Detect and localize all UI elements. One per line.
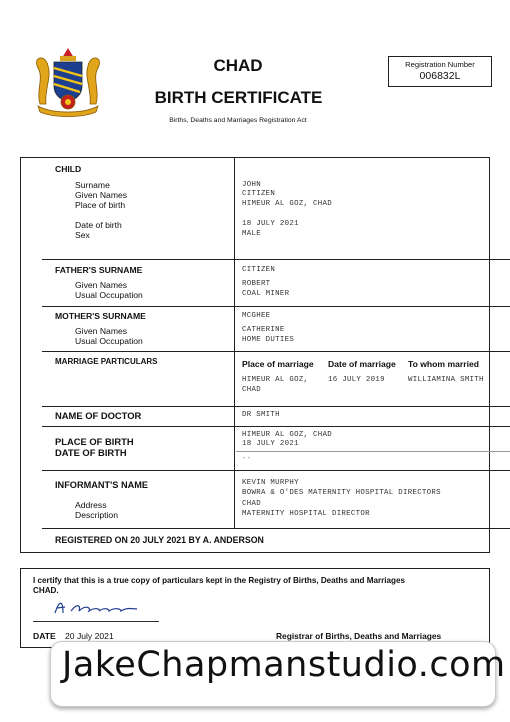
- informant-heading: INFORMANT'S NAME: [55, 480, 149, 490]
- registered-statement: REGISTERED ON 20 JULY 2021 BY A. ANDERSON: [55, 535, 264, 545]
- child-heading: CHILD: [55, 164, 82, 174]
- registrar-signature: [51, 597, 151, 619]
- child-date-of-birth-value: 18 JULY 2021: [242, 220, 299, 228]
- doctor-heading: NAME OF DOCTOR: [55, 410, 142, 421]
- father-occupation-value: COAL MINER: [242, 290, 290, 298]
- certification-statement: I certify that this is a true copy of particulars kept in the Registry of Births, Deaths and Marriages: [33, 576, 405, 585]
- registration-label: Registration Number: [405, 60, 475, 69]
- doctor-section: [42, 406, 510, 427]
- child-section: [42, 158, 510, 260]
- place-of-birth-value: HIMEUR AL GOZ, CHAD: [242, 431, 332, 439]
- mother-occupation-value: HOME DUTIES: [242, 336, 295, 344]
- registration-number: 006832L: [419, 70, 461, 82]
- child-given-names-value: CITIZEN: [242, 190, 276, 198]
- father-surname-value: CITIZEN: [242, 266, 276, 274]
- registration-box: [388, 56, 492, 87]
- date-label: DATE: [33, 631, 56, 641]
- watermark-text: JakeChapmanstudio.com: [62, 645, 506, 685]
- date-of-birth-heading: DATE OF BIRTH: [55, 447, 127, 458]
- certification-box: [20, 568, 490, 648]
- coat-of-arms-icon: [30, 46, 106, 118]
- child-sex-value: MALE: [242, 230, 261, 238]
- mother-heading: MOTHER'S SURNAME: [55, 311, 146, 321]
- father-given-names-value: ROBERT: [242, 280, 271, 288]
- child-surname-value: JOHN: [242, 181, 261, 189]
- child-surname-label: Surname: [75, 180, 110, 190]
- doctor-value: DR SMITH: [242, 411, 280, 419]
- marriage-date-header: Date of marriage: [328, 359, 396, 369]
- mother-occupation-label: Usual Occupation: [75, 336, 143, 346]
- marriage-whom-value: WILLIAMINA SMITH: [408, 376, 484, 384]
- mother-given-names-label: Given Names: [75, 326, 128, 336]
- informant-organisation-value: BOWRA & O'DES MATERNITY HOSPITAL DIRECTORS: [242, 489, 441, 497]
- registrar-title: Registrar of Births, Deaths and Marriages: [276, 631, 442, 641]
- father-given-names-label: Given Names: [75, 280, 128, 290]
- date-of-birth-value: 18 JULY 2021: [242, 440, 299, 448]
- child-place-of-birth-value: HIMEUR AL GOZ, CHAD: [242, 200, 332, 208]
- marriage-place-header: Place of marriage: [242, 359, 314, 369]
- marriage-date-value: 16 JULY 2019: [328, 376, 385, 384]
- country-title: CHAD: [213, 56, 263, 75]
- informant-description-value: MATERNITY HOSPITAL DIRECTOR: [242, 510, 370, 518]
- mother-given-names-value: CATHERINE: [242, 326, 285, 334]
- signature-line: [33, 621, 159, 622]
- father-heading: FATHER'S SURNAME: [55, 265, 143, 275]
- act-subtitle: Births, Deaths and Marriages Registration Act: [169, 117, 307, 124]
- certificate-table: [20, 157, 490, 553]
- mother-section: [42, 306, 510, 352]
- informant-description-label: Description: [75, 510, 118, 520]
- mother-surname-value: MCGHEE: [242, 312, 271, 320]
- marriage-heading: MARRIAGE PARTICULARS: [55, 357, 158, 366]
- document-title: BIRTH CERTIFICATE: [154, 88, 323, 107]
- child-sex-label: Sex: [75, 230, 90, 240]
- marriage-place-value: HIMEUR AL GOZ,: [242, 376, 309, 384]
- registered-section: [42, 528, 510, 552]
- marriage-whom-header: To whom married: [408, 359, 479, 369]
- father-occupation-label: Usual Occupation: [75, 290, 143, 300]
- informant-address-label: Address: [75, 500, 107, 510]
- child-place-of-birth-label: Place of birth: [75, 200, 126, 210]
- place-date-of-birth-section: [42, 426, 510, 471]
- child-given-names-label: Given Names: [75, 190, 128, 200]
- row-divider: [236, 451, 510, 452]
- informant-section: [42, 470, 510, 529]
- marriage-place-value-2: CHAD: [242, 386, 261, 394]
- marriage-section: [42, 351, 510, 407]
- informant-address-value: CHAD: [242, 500, 261, 508]
- date-value: 20 July 2021: [65, 631, 114, 641]
- informant-name-value: KEVIN MURPHY: [242, 479, 299, 487]
- father-section: [42, 259, 510, 307]
- place-of-birth-heading: PLACE OF BIRTH: [55, 436, 134, 447]
- certification-country: CHAD.: [33, 586, 59, 595]
- time-of-birth-value: --: [242, 455, 252, 463]
- child-date-of-birth-label: Date of birth: [75, 220, 122, 230]
